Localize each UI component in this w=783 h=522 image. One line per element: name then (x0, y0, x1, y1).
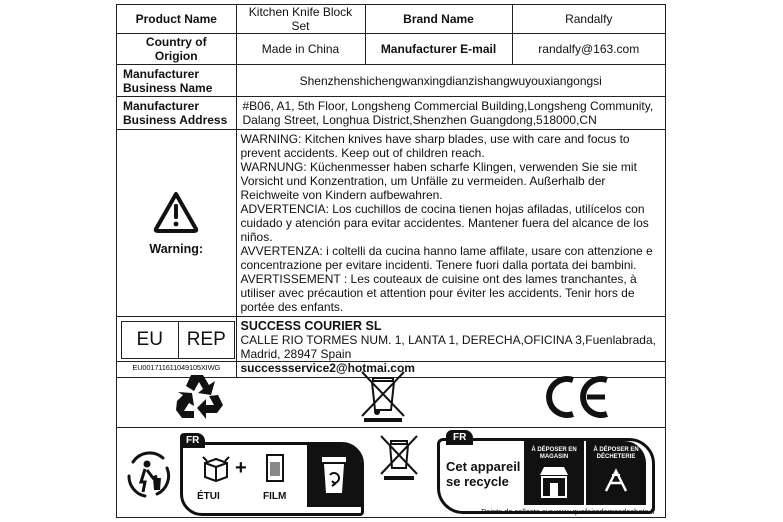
business-name-value: Shenzhenshichengwanxingdianzishangwuyouxiangongsi (236, 65, 665, 97)
eu-text: EU (136, 329, 163, 350)
manufacturer-email-label: Manufacturer E-mail (365, 34, 512, 65)
waste-centre-icon (600, 465, 632, 497)
decheterie-block (586, 441, 646, 505)
etui-label: ÉTUI (197, 491, 220, 502)
warning-cell (117, 130, 236, 317)
triman-info-row (117, 427, 665, 518)
warning-es: ADVERTENCIA: Los cuchillos de cocina tienen hojas afiladas, utilícelos con cuidado y atención para evitar accidentes. Mantener fuera del alcance de los niños. (240, 202, 649, 244)
rep-text: REP (178, 322, 235, 358)
magasin-label: À DÉPOSER EN MAGASIN (531, 447, 577, 460)
business-address-label: Manufacturer Business Address (117, 97, 236, 130)
warning-label: Warning: (149, 241, 204, 256)
crossed-bin-small-icon (379, 434, 419, 480)
film-label: FILM (263, 491, 287, 502)
decheterie-label: À DÉPOSER EN DÉCHETERIE (593, 447, 639, 460)
yellow-bin-block (307, 445, 361, 507)
eu-rep-email: successservice2@hotmai.com (240, 361, 415, 375)
collection-points-footer: Points de collecte sur www.quefairedemesdechets.fr (481, 507, 655, 516)
crossed-bin-icon (360, 370, 406, 422)
fr-badge-left: FR (180, 433, 205, 448)
warning-fr: AVERTISSEMENT : Les couteaux de cuisine ont des lames tranchantes, à utiliser avec précaution et attention pour éviter les accidents. Tenir hors de portée des enfants. (240, 272, 637, 314)
product-label-sheet (116, 4, 666, 518)
product-name-value: Kitchen Knife Block Set (236, 5, 365, 34)
film-icon (263, 453, 287, 483)
eu-rep-code: EU001711611049105XIWG (132, 363, 221, 372)
triman-packaging-panel (180, 435, 364, 516)
info-table (117, 5, 665, 378)
country-label: Country of Origion (117, 34, 236, 65)
eu-rep-box (121, 321, 235, 359)
magasin-block (524, 441, 584, 505)
recycling-bin-icon (320, 455, 348, 495)
fr-badge-right: FR (446, 430, 473, 445)
manufacturer-email-value: randalfy@163.com (512, 34, 665, 65)
brand-name-label: Brand Name (365, 5, 512, 34)
triman-appliance-panel (437, 432, 655, 514)
eu-rep-name: SUCCESS COURIER SL (240, 319, 382, 333)
cet-appareil-text (446, 459, 520, 489)
country-value: Made in China (236, 34, 365, 65)
business-name-label: Manufacturer Business Name (117, 65, 236, 97)
shop-icon (538, 465, 570, 499)
warning-en: WARNING: Kitchen knives have sharp blades, use with care and focus to prevent accidents. Keep out of children reach. (240, 132, 630, 160)
product-name-label: Product Name (117, 5, 236, 34)
cet-appareil: Cet appareil (446, 459, 521, 474)
business-address-value: #B06, A1, 5th Floor, Longsheng Commercial Building,Longsheng Community, Dalang Street, Longhua District,Shenzhen Guangdong,518000,CN (236, 97, 665, 130)
ce-mark-icon (543, 374, 611, 420)
compliance-symbols-row (117, 361, 665, 428)
recycle-icon (173, 371, 225, 421)
triman-icon (123, 448, 173, 500)
warning-triangle-icon (153, 191, 199, 233)
box-icon (201, 455, 231, 483)
plus-sign: + (235, 457, 247, 479)
eu-rep-address: CALLE RIO TORMES NUM. 1, LANTA 1, DERECHA,OFICINA 3,Fuenlabrada, Madrid, 28947 Spain (240, 333, 656, 361)
se-recycle: se recycle (446, 474, 509, 489)
brand-name-value: Randalfy (512, 5, 665, 34)
warning-it: AVVERTENZA: i coltelli da cucina hanno lame affilate, usare con attenzione e concentrazione per evitare incidenti. Tenere fuori dalla portata dei bambini. (240, 244, 653, 272)
warning-texts (236, 130, 665, 317)
warning-de: WARNUNG: Küchenmesser haben scharfe Klingen, verwenden Sie sie mit Vorsicht und Konzentration, um Unfälle zu vermeiden. Außerhalb der Reichweite von Kindern aufbewahren. (240, 160, 637, 202)
